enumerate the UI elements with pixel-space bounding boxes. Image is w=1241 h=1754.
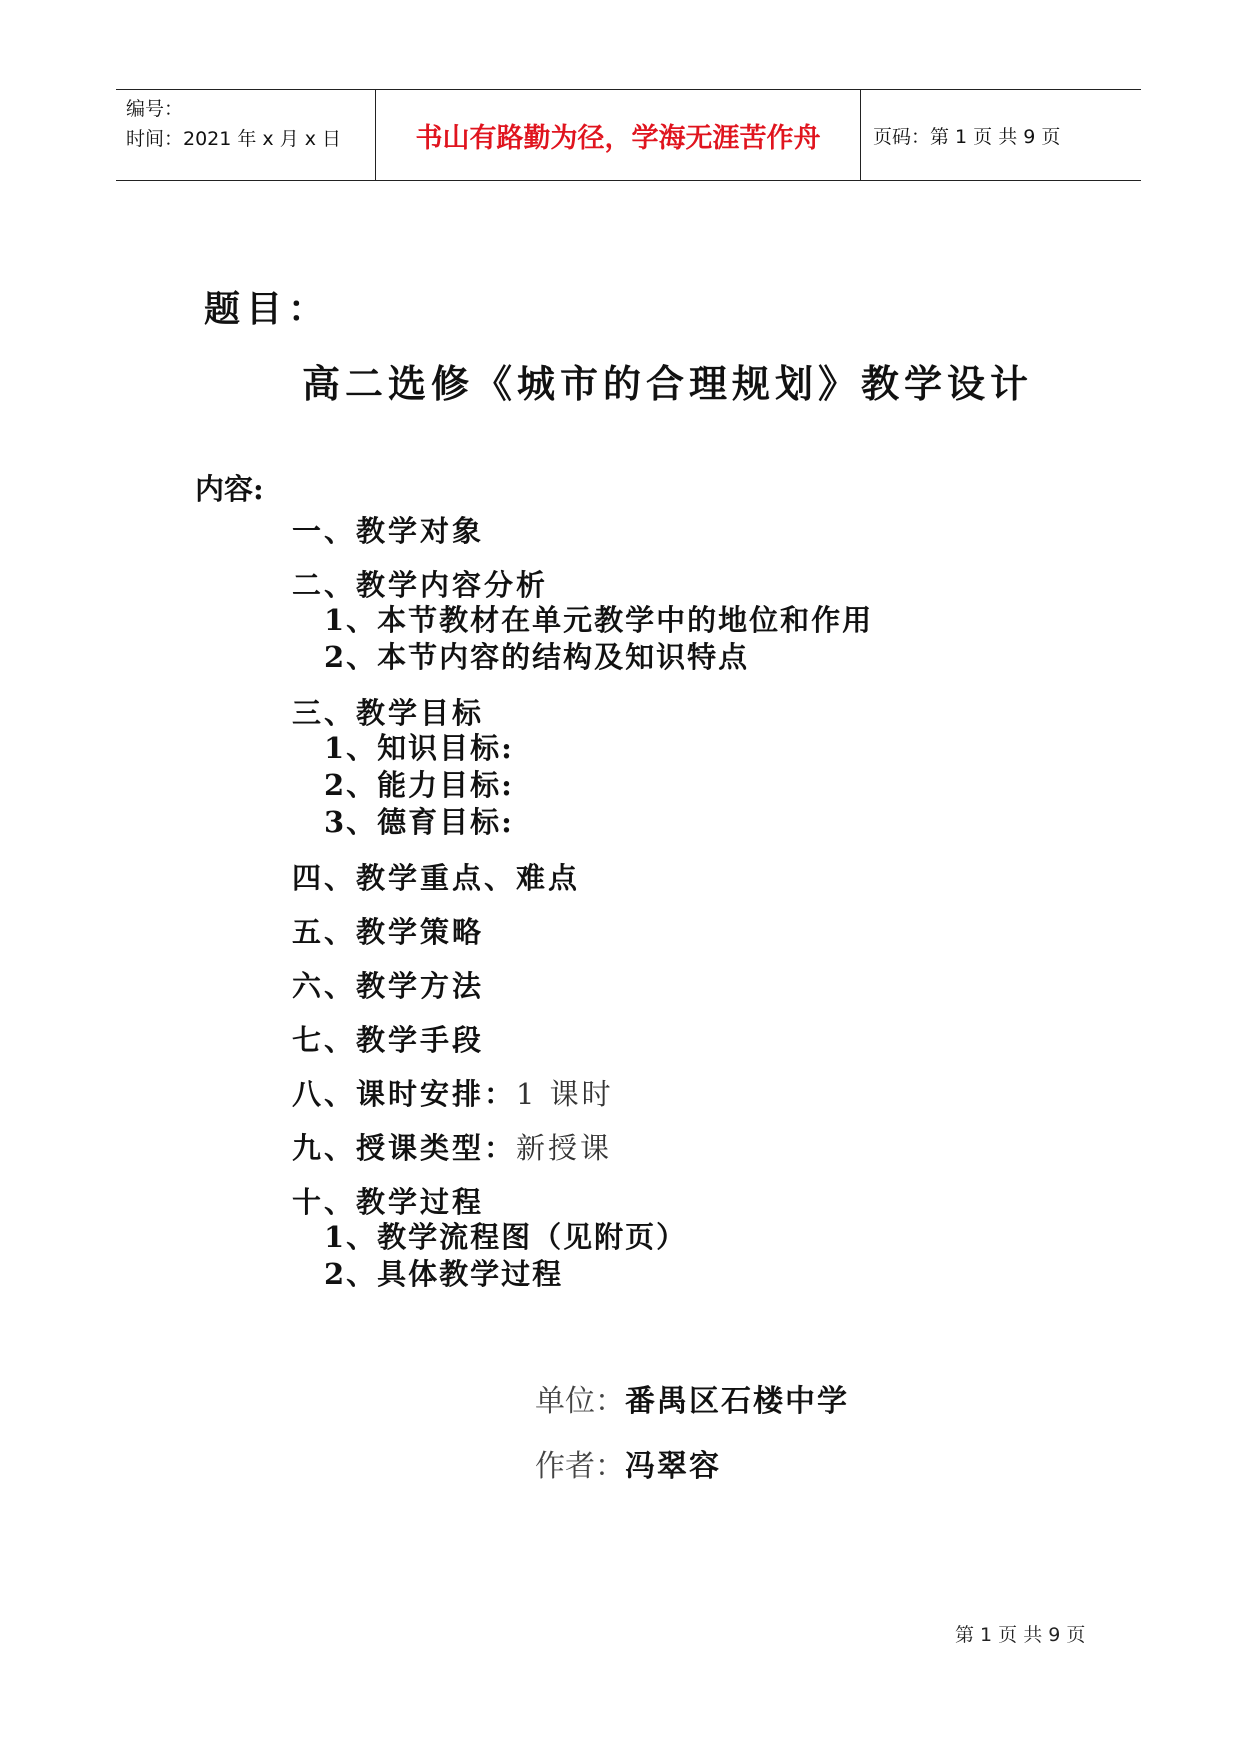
section-heading <box>292 514 1072 548</box>
outline-section <box>292 861 1072 895</box>
section-heading-label: 十、教学过程 <box>292 1185 485 1219</box>
header-motto: 书山有路勤为径，学海无涯苦作舟 <box>415 122 821 154</box>
section-heading-label: 三、教学目标 <box>292 696 485 730</box>
outline-section <box>292 1077 1072 1111</box>
section-heading <box>292 861 1072 895</box>
section-heading <box>292 915 1072 949</box>
signature-unit <box>535 1376 849 1420</box>
page-footer: 第 1 页 共 9 页 <box>955 1624 1086 1646</box>
header-page-cell <box>861 90 1141 180</box>
title-label: 题目： <box>204 288 331 330</box>
header-meta-cell <box>116 90 376 180</box>
author-label: 作者： <box>535 1449 625 1484</box>
outline-section <box>292 915 1072 949</box>
subsection-item: 2、具体教学过程 <box>324 1257 564 1291</box>
main-title: 高二选修《城市的合理规划》教学设计 <box>302 361 1034 406</box>
subsection-item: 3、德育目标: <box>324 805 514 839</box>
section-heading <box>292 1077 1072 1111</box>
header-page-info: 页码：第 1 页 共 9 页 <box>873 125 1061 148</box>
outline-section <box>292 568 1072 676</box>
section-heading-label: 八、课时安排： <box>292 1077 517 1111</box>
outline-section <box>292 1023 1072 1057</box>
section-heading <box>292 969 1072 1003</box>
section-heading-label: 四、教学重点、难点 <box>292 861 581 895</box>
page-header <box>116 89 1141 181</box>
section-heading-label: 九、授课类型： <box>292 1131 517 1165</box>
header-time-label: 时间：2021 年 x 月 x 日 <box>126 128 342 150</box>
signature-author <box>535 1441 721 1485</box>
outline-section <box>292 696 1072 841</box>
header-number-label: 编号： <box>126 98 184 120</box>
content-outline <box>292 514 1072 1313</box>
subsection-item: 1、本节教材在单元教学中的地位和作用 <box>324 603 874 637</box>
section-heading-label: 六、教学方法 <box>292 969 485 1003</box>
section-heading <box>292 568 1072 602</box>
section-heading <box>292 1023 1072 1057</box>
unit-value: 番禺区石楼中学 <box>625 1384 849 1419</box>
outline-section <box>292 969 1072 1003</box>
unit-label: 单位： <box>535 1384 625 1419</box>
outline-section <box>292 514 1072 548</box>
content-label: 内容: <box>195 472 264 506</box>
section-heading-label: 七、教学手段 <box>292 1023 485 1057</box>
subsection-item: 2、能力目标: <box>324 768 514 802</box>
section-heading <box>292 1131 1072 1165</box>
subsection-item: 1、知识目标: <box>324 731 514 765</box>
subsection-item: 2、本节内容的结构及知识特点 <box>324 640 750 674</box>
outline-section <box>292 1131 1072 1165</box>
author-value: 冯翠容 <box>625 1449 721 1484</box>
section-heading-label: 五、教学策略 <box>292 915 485 949</box>
section-heading <box>292 696 1072 730</box>
section-heading-value: 1 课时 <box>516 1077 614 1111</box>
header-motto-cell <box>376 90 861 180</box>
section-heading-value: 新授课 <box>516 1131 613 1165</box>
subsection-item: 1、教学流程图（见附页） <box>324 1220 688 1254</box>
outline-section <box>292 1185 1072 1293</box>
section-heading-label: 一、教学对象 <box>292 514 485 548</box>
section-heading <box>292 1185 1072 1219</box>
section-heading-label: 二、教学内容分析 <box>292 568 549 602</box>
